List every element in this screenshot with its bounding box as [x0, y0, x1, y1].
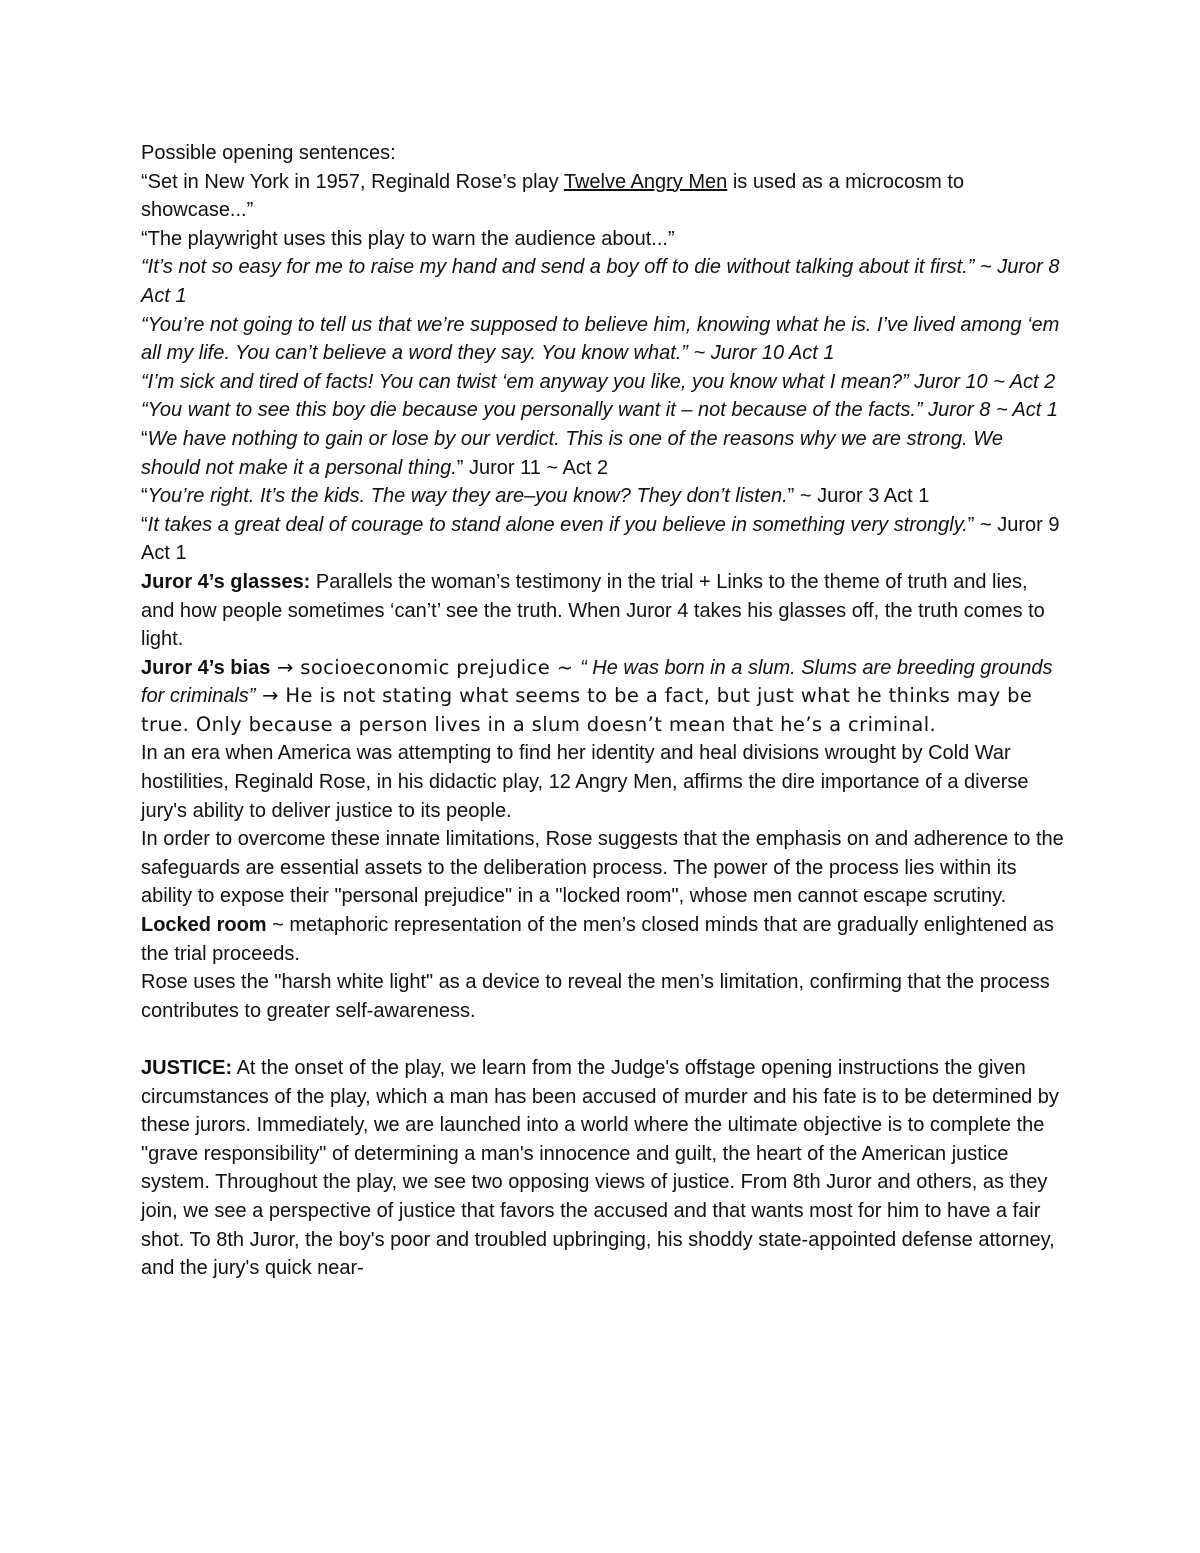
paragraph-overcome: In order to overcome these innate limitations, Rose suggests that the emphasis on and adherence to the safeguards are essential assets to the deliberation process. The power of the process lies within its ability to expose their "personal prejudice" in a "locked room", whose men cannot escape scrutiny.: [141, 828, 1064, 908]
document-body: [141, 139, 1066, 1283]
quote-juror-9-attribution: ” ~ Juror 9 Act 1: [141, 513, 1060, 565]
blank-line: [141, 1025, 1066, 1054]
quote-juror-3-attribution: ” ~ Juror 3 Act 1: [787, 485, 930, 508]
quote-juror-9-text: It takes a great deal of courage to stand alone even if you believe in something very strongly.: [147, 513, 968, 536]
opening-sentence-1: [141, 168, 1066, 225]
locked-room-note: [141, 911, 1066, 968]
quote-juror-10-act-2: “I’m sick and tired of facts! You can twist ‘em anyway you like, you know what I mean?” Juror 10 ~ Act 2: [141, 370, 1056, 393]
juror-4-bias-quote: “ He was born in a slum. Slums are breeding grounds for criminals”: [141, 656, 1053, 708]
play-title: Twelve Angry Men: [563, 170, 728, 193]
quote-juror-8-facts: “You want to see this boy die because you personally want it – not because of the facts.” Juror 8 ~ Act 1: [141, 399, 1059, 422]
quote-juror-9: [141, 511, 1066, 568]
paragraph-era: In an era when America was attempting to find her identity and heal divisions wrought by Cold War hostilities, Reginald Rose, in his didactic play, 12 Angry Men, affirms the dire importance of a diverse jury's ability to deliver justice to its people.: [141, 742, 1029, 822]
quote-open-mark: “: [141, 485, 148, 508]
paragraph-harsh-light: Rose uses the "harsh white light" as a device to reveal the men’s limitation, confirming that the process contributes to greater self-awareness.: [141, 971, 1050, 1022]
juror-4-bias-explanation: → He is not stating what seems to be a fact, but just what he thinks may be true. Only because a person lives in a slum doesn’t mean that he’s a criminal.: [141, 684, 1033, 736]
quote-juror-3-text: You’re right. It’s the kids. The way they are–you know? They don’t listen.: [147, 485, 788, 508]
justice-label: JUSTICE:: [141, 1057, 233, 1079]
opening-sentence-1-end: is used as a microcosm to showcase...”: [141, 170, 965, 222]
locked-room-label: Locked room: [141, 914, 267, 937]
juror-4-glasses-text: Parallels the woman’s testimony in the trial + Links to the theme of truth and lies, and how people sometimes ‘can’t’ see the truth. When Juror 4 takes his glasses off, the truth comes to light.: [141, 570, 1045, 651]
juror-4-glasses-note: [141, 568, 1066, 654]
juror-4-bias-label: Juror 4’s bias: [141, 656, 271, 679]
juror-4-bias-text: → socioeconomic prejudice ~: [270, 655, 581, 679]
opening-sentence-2: “The playwright uses this play to warn the audience about...”: [141, 227, 675, 250]
quote-juror-3: [141, 482, 1066, 511]
quote-juror-10-act-1: “You’re not going to tell us that we’re supposed to believe him, knowing what he is. I’ve lived among ‘em all my life. You can’t believe a word they say. You know what.” ~ Juror 10 Act 1: [141, 313, 1060, 365]
quote-juror-11-text: We have nothing to gain or lose by our verdict. This is one of the reasons why we are strong. We should not make it a personal thing.: [141, 427, 1003, 479]
opening-sentence-1-start: “Set in New York in 1957, Reginald Rose’s play: [141, 170, 564, 193]
justice-text: At the onset of the play, we learn from the Judge's offstage opening instructions the given circumstances of the play, which a man has been accused of murder and his fate is to be determined by these jurors. Immediately, we are launched into a world where the ultimate objective is to complete the "grave responsibility" of determining a man's innocence and guilt, the heart of the American justice system. Throughout the play, we see two opposing views of justice. From 8th Juror and others, as they join, we see a perspective of justice that favors the accused and that wants most for him to have a fair shot. To 8th Juror, the boy's poor and troubled upbringing, his shoddy state-appointed defense attorney, and the jury's quick near-: [141, 1057, 1059, 1280]
locked-room-text: ~ metaphoric representation of the men’s closed minds that are gradually enlightened as the trial proceeds.: [141, 914, 1054, 965]
quote-open-mark: “: [141, 513, 148, 536]
quote-juror-11: [141, 425, 1066, 482]
juror-4-glasses-label: Juror 4’s glasses:: [141, 570, 311, 593]
quote-open-mark: “: [141, 427, 148, 450]
heading: Possible opening sentences:: [141, 142, 396, 164]
juror-4-bias-note: [141, 654, 1066, 740]
justice-paragraph: [141, 1054, 1066, 1283]
quote-juror-8-act-1: “It’s not so easy for me to raise my hand and send a boy off to die without talking about it first.” ~ Juror 8 Act 1: [141, 256, 1060, 307]
quote-juror-11-attribution: ” Juror 11 ~ Act 2: [456, 456, 609, 479]
